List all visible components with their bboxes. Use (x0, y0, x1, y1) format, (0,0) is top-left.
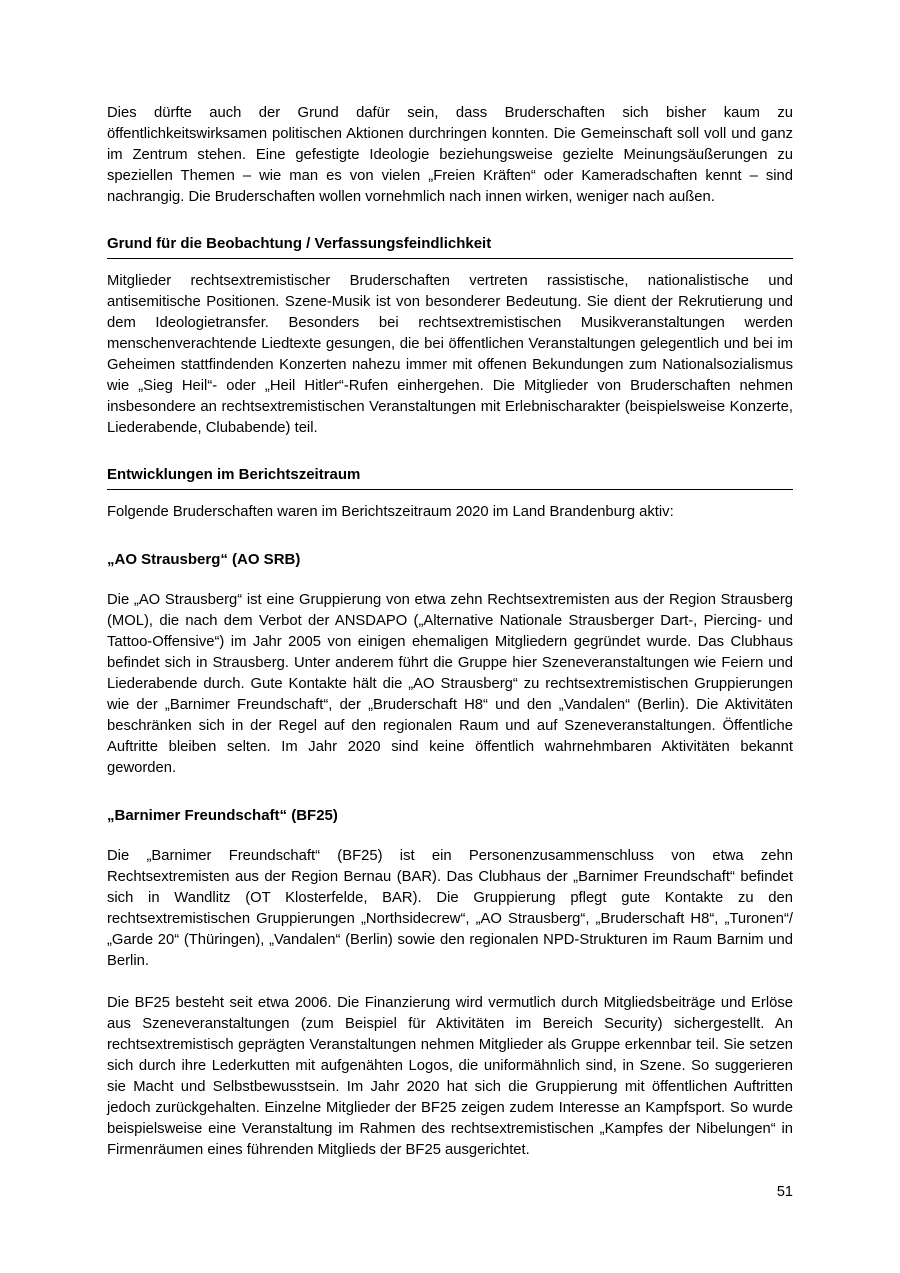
document-body (107, 103, 793, 1161)
paragraph-beobachtung: Mitglieder rechtsextremistischer Bruderschaften vertreten rassistische, nationalistische und antisemitische Positionen. Szene-Musik ist von besonderer Bedeutung. Sie dient der Rekrutierung und dem Ideologietransfer. Besonders bei rechtsextremistischen Musikveranstaltungen werden menschenverachtende Liedtexte gesungen, die bei öffentlichen Veranstaltungen gelegentlich und bei im Geheimen stattfindenden Konzerten nahezu immer mit offenen Bekundungen zum Nationalsozialismus wie „Sieg Heil“- oder „Heil Hitler“-Rufen einhergehen. Die Mitglieder von Bruderschaften nehmen insbesondere an rechtsextremistischen Veranstaltungen mit Erlebnischarakter (beispielsweise Konzerte, Liederabende, Clubabende) teil. (107, 273, 793, 436)
page-number: 51 (776, 1184, 793, 1200)
subsection-heading-ao-strausberg: „AO Strausberg“ (AO SRB) (107, 551, 301, 568)
section-heading-entwicklungen: Entwicklungen im Berichtszeitraum (107, 465, 793, 490)
paragraph-barnimer-freundschaft-1: Die „Barnimer Freundschaft“ (BF25) ist ein Personenzusammenschluss von etwa zehn Rechtsextremisten aus der Region Bernau (BAR). Das Clubhaus der „Barnimer Freundschaft“ befindet sich in Wandlitz (OT Klosterfelde, BAR). Die Gruppierung pflegt gute Kontakte zu den rechtsextremistischen Gruppierungen „Northsidecrew“, „AO Strausberg“, „Bruderschaft H8“, „Turonen“/„Garde 20“ (Thüringen), „Vandalen“ (Berlin) sowie den regionalen NPD-Strukturen im Raum Barnim und Berlin. (107, 848, 793, 969)
paragraph-berichtszeitraum-lead: Folgende Bruderschaften waren im Berichtszeitraum 2020 im Land Brandenburg aktiv: (107, 504, 674, 520)
subsection-heading-barnimer-freundschaft: „Barnimer Freundschaft“ (BF25) (107, 807, 338, 824)
paragraph-barnimer-freundschaft-2: Die BF25 besteht seit etwa 2006. Die Finanzierung wird vermutlich durch Mitgliedsbeiträge und Erlöse aus Szeneveranstaltungen (zum Beispiel für Aktivitäten im Bereich Security) sichergestellt. An rechtsextremistisch geprägten Veranstaltungen nehmen Mitglieder als Gruppe erkennbar teil. Sie setzen sich durch ihre Lederkutten mit aufgenähten Logos, die uniformähnlich sind, in Szene. So suggerieren sie Macht und Selbstbewusstsein. Im Jahr 2020 hat sich die Gruppierung mit öffentlichen Auftritten jedoch zurückgehalten. Einzelne Mitglieder der BF25 zeigen zudem Interesse an Kampfsport. So wurde beispielsweise eine Veranstaltung im Rahmen des rechtsextremistischen „Kampfes der Nibelungen“ in Firmenräumen eines führenden Mitglieds der BF25 ausgerichtet. (107, 995, 793, 1158)
paragraph-intro-bruderschaften: Dies dürfte auch der Grund dafür sein, dass Bruderschaften sich bisher kaum zu öffentlichkeitswirksamen politischen Aktionen durchringen konnten. Die Gemeinschaft soll voll und ganz im Zentrum stehen. Eine gefestigte Ideologie beziehungsweise gezielte Meinungsäußerungen zu speziellen Themen – wie man es von vielen „Freien Kräften“ oder Kameradschaften kennt – sind nachrangig. Die Bruderschaften wollen vornehmlich nach innen wirken, weniger nach außen. (107, 105, 793, 205)
paragraph-ao-strausberg: Die „AO Strausberg“ ist eine Gruppierung von etwa zehn Rechtsextremisten aus der Region Strausberg (MOL), die nach dem Verbot der ANSDAPO („Alternative Nationale Strausberger Dart-, Piercing- und Tattoo-Offensive“) im Jahr 2005 von einigen ehemaligen Mitgliedern gegründet wurde. Das Clubhaus befindet sich in Strausberg. Unter anderem führt die Gruppe hier Szeneveranstaltungen wie Feiern und Liederabende durch. Gute Kontakte hält die „AO Strausberg“ zu rechtsextremistischen Gruppierungen wie der „Barnimer Freundschaft“, der „Bruderschaft H8“ und den „Vandalen“ (Berlin). Die Aktivitäten beschränken sich in der Regel auf den regionalen Raum und auf Szeneveranstaltungen. Öffentliche Auftritte bleiben selten. Im Jahr 2020 sind keine öffentlich wahrnehmbaren Aktivitäten bekannt geworden. (107, 592, 793, 776)
section-heading-beobachtung: Grund für die Beobachtung / Verfassungsfeindlichkeit (107, 234, 793, 259)
